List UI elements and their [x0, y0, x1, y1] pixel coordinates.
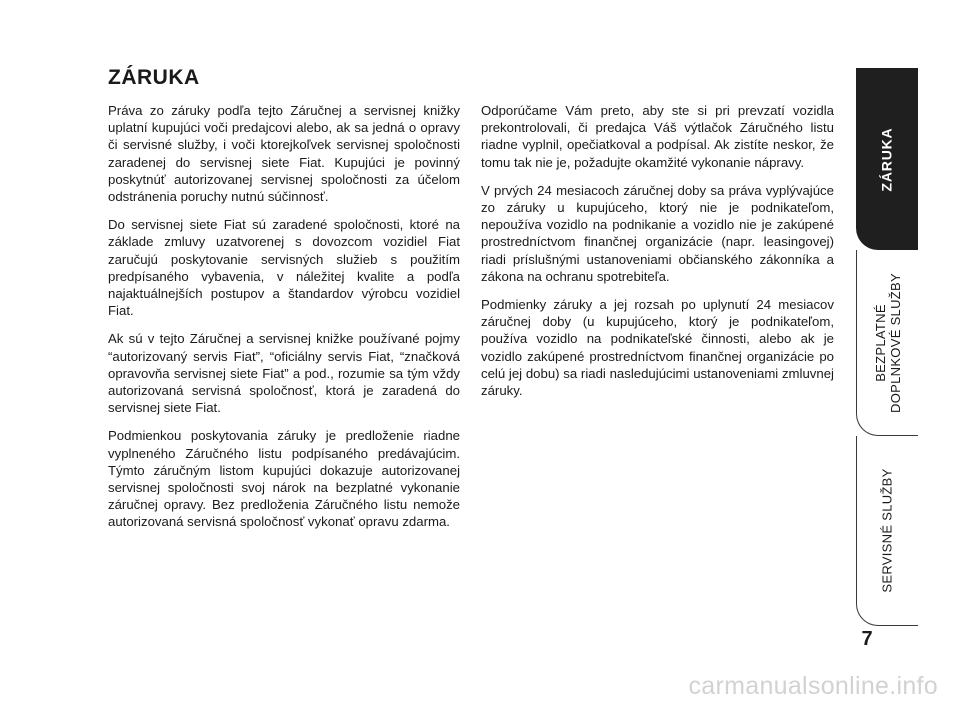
- paragraph: Podmienkou poskytovania záruky je predloženie riadne vyplneného Záručného listu podpísaného predávajúcim. Týmto záručným listom kupujúci dokazuje autorizovanej servisnej spoločnosti svoj nárok na bezplatné vykonanie záručnej opravy. Bez predloženia Záručného listu nemože autorizovaná servisná spoločnosť vykonať opravu zdarma.: [108, 428, 460, 530]
- paragraph: Do servisnej siete Fiat sú zaradené spoločnosti, ktoré na základe zmluvy uzatvorenej s dovozcom vozidiel Fiat zaručujú poskytovanie servisných služieb s použitím predpísaného vybavenia, v náležitej kvalite a podľa najaktuálnejších postupov a štandardov výrobcu vozidiel Fiat.: [108, 217, 460, 319]
- tab-bezplatne-label: [873, 273, 903, 413]
- paragraph: V prvých 24 mesiacoch záručnej doby sa práva vyplývajúce zo záruky u kupujúceho, ktorý nie je podnikateľom, nepoužíva vozidlo na podnikanie a vozidlo nie je zakúpené prostredníctvom finančnej organizácie (napr. leasingovej) riadi príslušnými ustanoveniami občianského zákonníka a zákona na ochranu spotrebiteľa.: [481, 182, 834, 284]
- watermark: carmanualsonline.info: [688, 672, 938, 700]
- paragraph: Odporúčame Vám preto, aby ste si pri prevzatí vozidla prekontrolovali, či predajca Váš výtlačok Záručného listu riadne vyplnil, opečiatkoval a podpísal. Ak zistíte neskor, že tomu tak nie je, požadujte okamžité vykonanie nápravy.: [481, 103, 834, 170]
- paragraph: Podmienky záruky a jej rozsah po uplynutí 24 mesiacov záručnej doby (u kupujúceho, ktorý je podnikateľom, používa vozidlo na podnikateľské činnosti, alebo ak je vozidlo zakúpené prostredníctvom finančnej organizácie po celú jej dobu) sa riadi nasledujúcimi ustanoveniami zmluvnej záruky.: [481, 297, 834, 399]
- right-column: [481, 102, 834, 410]
- paragraph: Práva zo záruky podľa tejto Záručnej a servisnej knižky uplatní kupujúci voči predajcovi alebo, ak sa jedná o opravy či servisné služby, i voči ktorejkoľvek servisnej spoločnosti zaradenej do servisnej siete Fiat. Kupujúci je povinný poskytnúť autorizovanej servisnej spoločnosti za účelom odstránenia poruchy nutnú súčinnosť.: [108, 103, 460, 205]
- tab-servisne-sluzby[interactable]: [856, 436, 918, 626]
- tab-servisne-label: SERVISNÉ SLUŽBY: [880, 468, 896, 593]
- tab-bezplatne-line1: BEZPLATNÉ: [872, 303, 888, 382]
- tab-bezplatne-doplnkove-sluzby[interactable]: [856, 250, 918, 436]
- tab-bezplatne-line2: DOPLNKOVÉ SLUŽBY: [887, 272, 903, 413]
- paragraph: Ak sú v tejto Záručnej a servisnej knižke používané pojmy “autorizovaný servis Fiat”, “oficiálny servis Fiat, “značková opravovňa servisnej siete Fiat” a pod., rozumie sa tým vždy autorizovaná servisná spoločnosť, ktorá je zaradená do servisnej siete Fiat.: [108, 331, 460, 416]
- tab-zaruka[interactable]: [856, 68, 918, 250]
- section-title: ZÁRUKA: [108, 66, 200, 89]
- left-column: [108, 102, 460, 542]
- tab-zaruka-label: ZÁRUKA: [878, 127, 895, 191]
- page-number: 7: [861, 628, 873, 650]
